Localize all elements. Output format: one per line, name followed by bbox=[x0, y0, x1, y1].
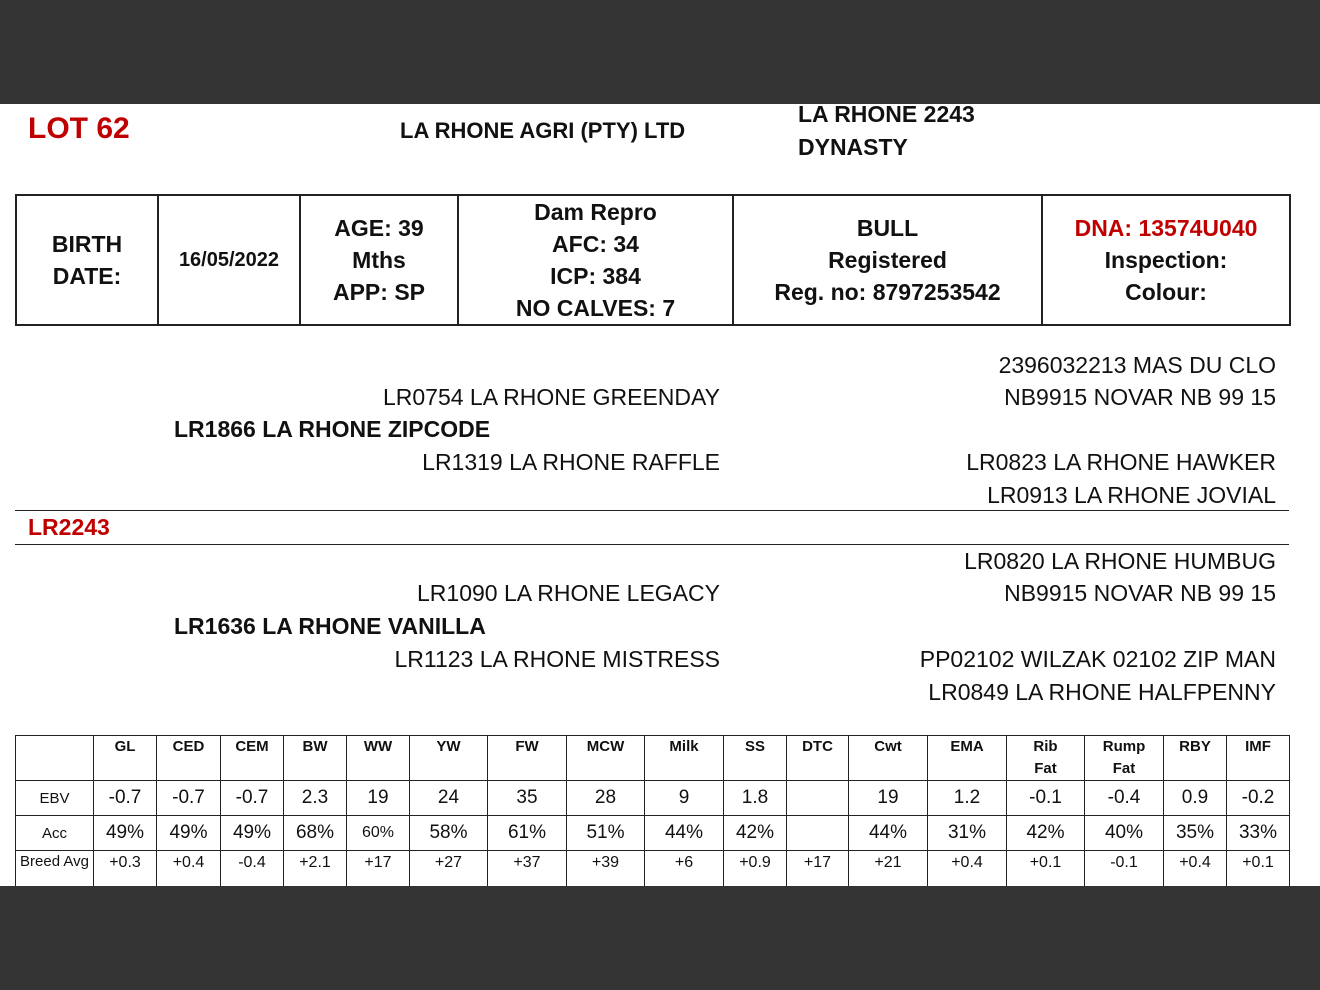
age-cell bbox=[300, 195, 458, 325]
breed-avg-cell: +0.9 bbox=[724, 851, 787, 887]
colour-label: Colour: bbox=[1125, 279, 1207, 305]
ebv-cell: -0.2 bbox=[1227, 781, 1290, 816]
breed-avg-cell: +0.1 bbox=[1007, 851, 1085, 887]
animal-code: LR2243 bbox=[28, 514, 110, 540]
dam-dam: LR1123 LA RHONE MISTRESS bbox=[394, 646, 720, 672]
ebv-header-cell: WW bbox=[347, 736, 410, 781]
acc-cell: 44% bbox=[849, 816, 928, 851]
ebv-cell: -0.4 bbox=[1085, 781, 1164, 816]
sire-dam-dam: LR0913 LA RHONE JOVIAL bbox=[987, 482, 1276, 508]
birth-date-value: 16/05/2022 bbox=[158, 195, 300, 325]
ebv-header-cell: GL bbox=[94, 736, 157, 781]
ebv-header-cell: YW bbox=[410, 736, 488, 781]
ebv-table bbox=[15, 735, 1290, 886]
ebv-header-cell: DTC bbox=[787, 736, 849, 781]
breed-avg-cell: -0.1 bbox=[1085, 851, 1164, 887]
animal-name bbox=[798, 104, 975, 164]
row-label: Breed Avg bbox=[16, 851, 94, 887]
breed-avg-cell: +21 bbox=[849, 851, 928, 887]
breed-avg-cell: +2.1 bbox=[284, 851, 347, 887]
sex-value: BULL bbox=[856, 215, 919, 241]
breed-avg-cell: +0.4 bbox=[928, 851, 1007, 887]
ebv-cell: 19 bbox=[849, 781, 928, 816]
sire-sire: LR0754 LA RHONE GREENDAY bbox=[382, 384, 720, 410]
sire: LR1866 LA RHONE ZIPCODE bbox=[174, 416, 491, 442]
ebv-cell: 1.2 bbox=[928, 781, 1007, 816]
ebv-header-cell: FW bbox=[488, 736, 567, 781]
dam-sire: LR1090 LA RHONE LEGACY bbox=[417, 580, 720, 606]
ebv-header-cell: BW bbox=[284, 736, 347, 781]
dam-repro-title: Dam Repro bbox=[534, 199, 657, 225]
ebv-header-cell: MCW bbox=[567, 736, 645, 781]
ebv-header-cell: SS bbox=[724, 736, 787, 781]
info-table bbox=[15, 194, 1291, 326]
breed-avg-cell: +0.3 bbox=[94, 851, 157, 887]
age-unit: Mths bbox=[352, 247, 406, 273]
breed-avg-cell: +6 bbox=[645, 851, 724, 887]
acc-cell: 60% bbox=[347, 816, 410, 851]
ebv-header-cell: Rump Fat bbox=[1085, 736, 1164, 781]
dam-repro-cell bbox=[458, 195, 733, 325]
animal-name-line2: DYNASTY bbox=[798, 134, 908, 160]
ebv-header-cell: Cwt bbox=[849, 736, 928, 781]
ebv-cell: 19 bbox=[347, 781, 410, 816]
acc-cell: 44% bbox=[645, 816, 724, 851]
ebv-row bbox=[16, 781, 1290, 816]
ebv-header-cell: RBY bbox=[1164, 736, 1227, 781]
acc-cell: 51% bbox=[567, 816, 645, 851]
acc-cell: 40% bbox=[1085, 816, 1164, 851]
inspection-label: Inspection: bbox=[1104, 247, 1228, 273]
ebv-header-cell: CEM bbox=[221, 736, 284, 781]
breed-avg-cell: +0.4 bbox=[157, 851, 221, 887]
ebv-corner-cell bbox=[16, 736, 94, 781]
status-value: Registered bbox=[828, 247, 947, 273]
breed-avg-cell: -0.4 bbox=[221, 851, 284, 887]
row-label: Acc bbox=[16, 816, 94, 851]
owner-name: LA RHONE AGRI (PTY) LTD bbox=[400, 118, 686, 143]
acc-cell: 49% bbox=[94, 816, 157, 851]
ebv-header-cell: Rib Fat bbox=[1007, 736, 1085, 781]
age-value: AGE: 39 bbox=[334, 215, 424, 241]
ebv-cell: -0.1 bbox=[1007, 781, 1085, 816]
birth-date-label: BIRTH DATE: bbox=[16, 195, 158, 325]
app-value: APP: SP bbox=[332, 279, 426, 305]
acc-row bbox=[16, 816, 1290, 851]
breed-avg-cell: +0.1 bbox=[1227, 851, 1290, 887]
breed-avg-cell: +27 bbox=[410, 851, 488, 887]
dam-dam-sire: PP02102 WILZAK 02102 ZIP MAN bbox=[919, 646, 1276, 672]
dam-icp: ICP: 384 bbox=[550, 263, 641, 289]
sire-sire-sire: 2396032213 MAS DU CLO bbox=[998, 352, 1276, 378]
ebv-header-cell: Milk bbox=[645, 736, 724, 781]
acc-cell: 42% bbox=[724, 816, 787, 851]
divider-top bbox=[15, 510, 1289, 511]
dam-afc: AFC: 34 bbox=[552, 231, 639, 257]
sire-dam: LR1319 LA RHONE RAFFLE bbox=[422, 449, 720, 475]
ebv-cell: -0.7 bbox=[94, 781, 157, 816]
ebv-header-row bbox=[16, 736, 1290, 781]
acc-cell bbox=[787, 816, 849, 851]
ebv-cell: 35 bbox=[488, 781, 567, 816]
breed-avg-cell: +17 bbox=[347, 851, 410, 887]
row-label: EBV bbox=[16, 781, 94, 816]
ebv-cell: -0.7 bbox=[221, 781, 284, 816]
lot-number: LOT 62 bbox=[28, 112, 130, 145]
animal-name-line1: LA RHONE 2243 bbox=[798, 104, 975, 127]
dna-value: DNA: 13574U040 bbox=[1074, 215, 1258, 241]
breed-avg-row bbox=[16, 851, 1290, 887]
dam-dam-dam: LR0849 LA RHONE HALFPENNY bbox=[928, 679, 1276, 705]
dam-sire-sire: LR0820 LA RHONE HUMBUG bbox=[964, 548, 1276, 574]
registration-cell bbox=[733, 195, 1042, 325]
acc-cell: 61% bbox=[488, 816, 567, 851]
ebv-cell: 28 bbox=[567, 781, 645, 816]
acc-cell: 31% bbox=[928, 816, 1007, 851]
dam: LR1636 LA RHONE VANILLA bbox=[174, 613, 486, 639]
acc-cell: 68% bbox=[284, 816, 347, 851]
ebv-cell: 1.8 bbox=[724, 781, 787, 816]
ebv-cell: 0.9 bbox=[1164, 781, 1227, 816]
dam-calves: NO CALVES: 7 bbox=[515, 295, 676, 321]
dam-sire-dam: NB9915 NOVAR NB 99 15 bbox=[1004, 580, 1276, 606]
breed-avg-cell: +39 bbox=[567, 851, 645, 887]
breed-avg-cell: +37 bbox=[488, 851, 567, 887]
acc-cell: 42% bbox=[1007, 816, 1085, 851]
lot-page bbox=[0, 104, 1320, 886]
breed-avg-cell: +17 bbox=[787, 851, 849, 887]
ebv-header-cell: IMF bbox=[1227, 736, 1290, 781]
dna-cell bbox=[1042, 195, 1290, 325]
ebv-header-cell: EMA bbox=[928, 736, 1007, 781]
sire-dam-sire: LR0823 LA RHONE HAWKER bbox=[966, 449, 1276, 475]
acc-cell: 58% bbox=[410, 816, 488, 851]
ebv-header-cell: CED bbox=[157, 736, 221, 781]
ebv-cell bbox=[787, 781, 849, 816]
acc-cell: 33% bbox=[1227, 816, 1290, 851]
sire-sire-dam: NB9915 NOVAR NB 99 15 bbox=[1004, 384, 1276, 410]
ebv-cell: 2.3 bbox=[284, 781, 347, 816]
acc-cell: 49% bbox=[221, 816, 284, 851]
breed-avg-cell: +0.4 bbox=[1164, 851, 1227, 887]
ebv-cell: -0.7 bbox=[157, 781, 221, 816]
acc-cell: 49% bbox=[157, 816, 221, 851]
acc-cell: 35% bbox=[1164, 816, 1227, 851]
ebv-cell: 9 bbox=[645, 781, 724, 816]
reg-number: Reg. no: 8797253542 bbox=[774, 279, 1001, 305]
ebv-cell: 24 bbox=[410, 781, 488, 816]
